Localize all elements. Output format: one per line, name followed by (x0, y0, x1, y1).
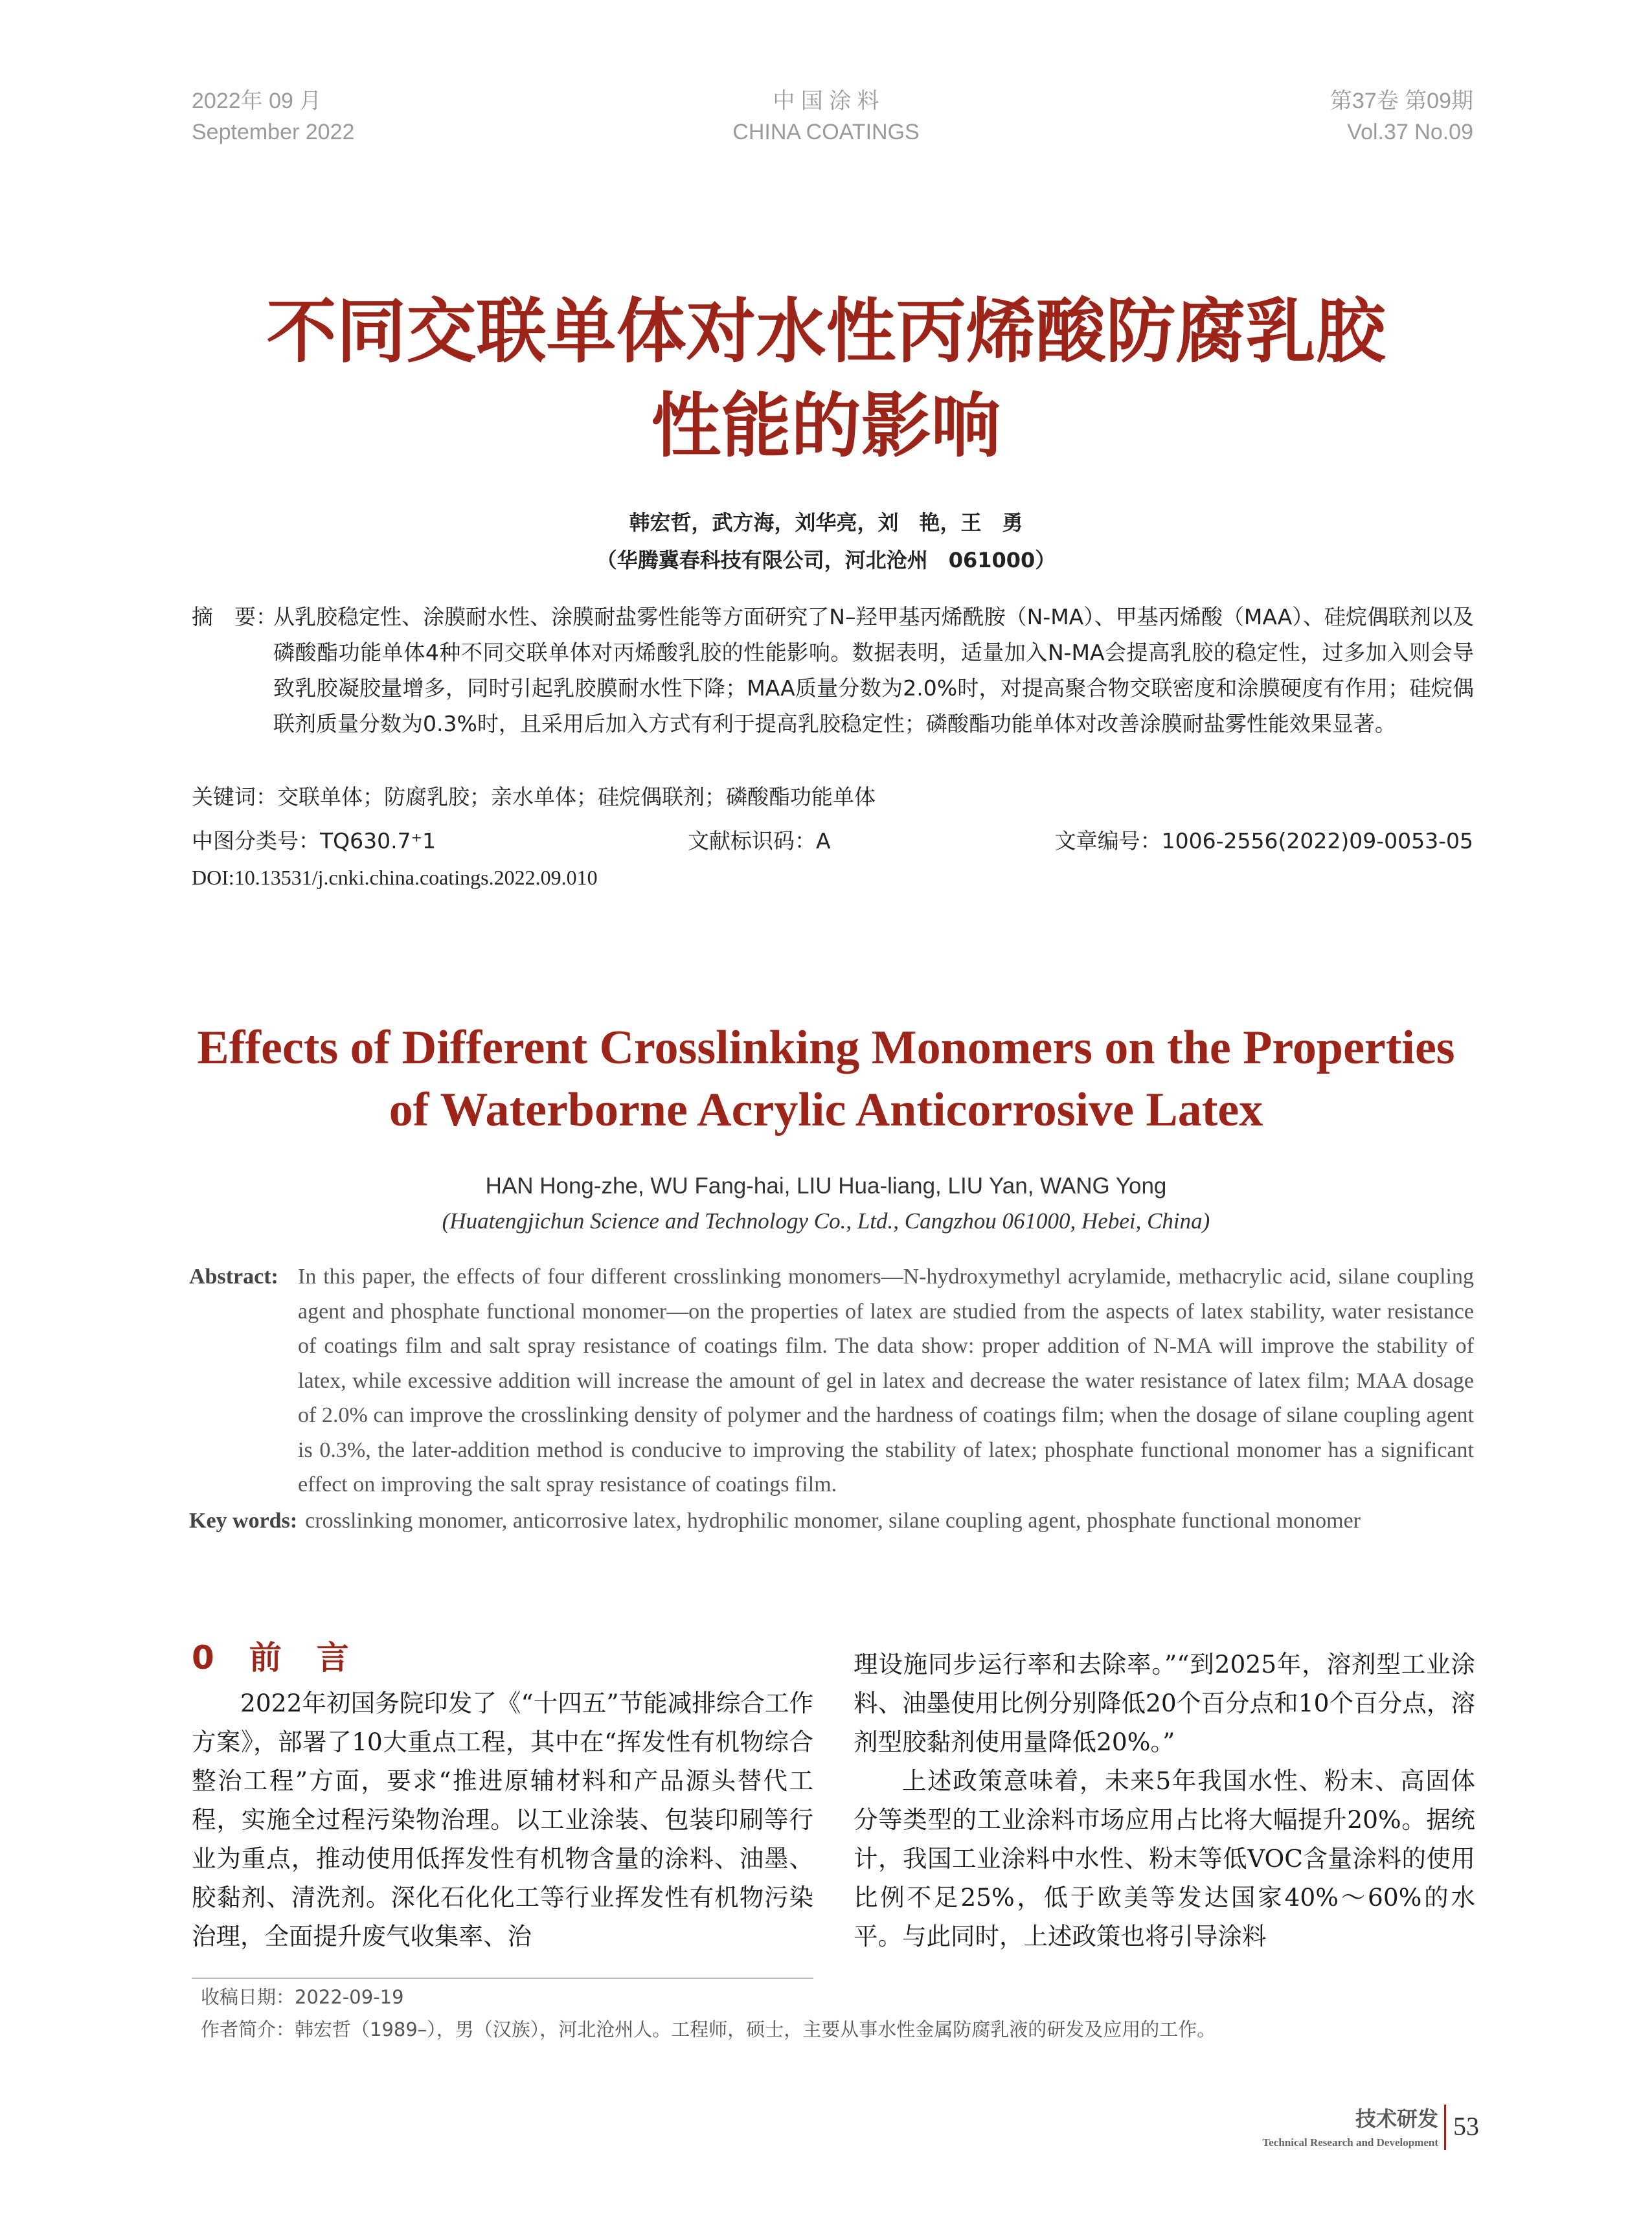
footer-section-cn: 技术研发 (1355, 2106, 1438, 2131)
document-code: 文献标识码：A (688, 828, 831, 853)
abstract-en-label: Abstract: (189, 1265, 278, 1289)
section-heading-preface: 0 前 言 (192, 1639, 350, 1677)
article-number: 文章编号：1006-2556(2022)09-0053-05 (1054, 828, 1473, 853)
keywords-cn: 关键词：交联单体；防腐乳胶；亲水单体；硅烷偶联剂；磷酸酯功能单体 (192, 784, 876, 809)
authors-en: HAN Hong-zhe, WU Fang-hai, LIU Hua-liang, LIU Yan, WANG Yong (485, 1173, 1167, 1199)
keywords-en-text: crosslinking monomer, anticorrosive latex, hydrophilic monomer, silane coupling agent, phosphate functional monomer (305, 1509, 1361, 1533)
title-cn-line2: 性能的影响 (651, 386, 1001, 467)
header-volume-en: Vol.37 No.09 (1347, 120, 1473, 144)
paragraph: 理设施同步运行率和去除率。”“到2025年，溶剂型工业涂料、油墨使用比例分别降低20个百分点和10个百分点，溶剂型胶黏剂使用量降低20%。” (854, 1650, 1475, 1756)
received-date: 收稿日期：2022-09-19 (201, 1986, 404, 2008)
header-journal-cn: 中 国 涂 料 (773, 89, 879, 113)
paragraph: 2022年初国务院印发了《“十四五”节能减排综合工作方案》，部署了10大重点工程，其中在“挥发性有机物综合整治工程”方面，要求“推进原辅材料和产品源头替代工程，实施全过程污染物治理。以工业涂装、包装印刷等行业为重点，推动使用低挥发性有机物含量的涂料、油墨、胶黏剂、清洗剂。深化石化化工等行业挥发性有机物污染治理，全面提升废气收集率、治 (192, 1689, 813, 1950)
footnote-divider (192, 1978, 813, 1979)
author-bio: 作者简介：韩宏哲（1989–），男（汉族），河北沧州人。工程师，硕士，主要从事水性金属防腐乳液的研发及应用的工作。 (201, 2018, 1216, 2040)
affiliation-en: (Huatengjichun Science and Technology Co., Ltd., Cangzhou 061000, Hebei, China) (442, 1208, 1210, 1234)
authors-block-cn (0, 504, 1652, 579)
abstract-en-text: In this paper, the effects of four different crosslinking monomers—N-hydroxymethyl acrylamide, methacrylic acid, silane coupling agent and phosphate functional monomer—on the properties of latex are studied from the aspects of latex stability, water resistance of coatings film and salt spray resistance of coatings film. The data show: proper addition of N-MA will improve the stability of latex, while excessive addition will increase the amount of gel in latex and decrease the water resistance of latex film; MAA dosage of 2.0% can improve the crosslinking density of polymer and the hardness of coatings film; when the dosage of silane coupling agent is 0.3%, the later-addition method is conducive to improving the stability of latex; phosphate functional monomer has a significant effect on improving the salt spray resistance of coatings film. (298, 1265, 1474, 1497)
footer-divider (1444, 2105, 1446, 2150)
paragraph: 上述政策意味着，未来5年我国水性、粉末、高固体分等类型的工业涂料市场应用占比将大幅提升20%。据统计，我国工业涂料中水性、粉末等低VOC含量涂料的使用比例不足25%，低于欧美等发达国家40%～60%的水平。与此同时，上述政策也将引导涂料 (854, 1767, 1475, 1950)
abstract-en (189, 1259, 1474, 1502)
authors-block-en (0, 1169, 1652, 1239)
keywords-en-label: Key words: (189, 1509, 298, 1533)
title-en-line1: Effects of Different Crosslinking Monomers on the Properties (197, 1021, 1455, 1074)
abstract-cn-label: 摘 要： (192, 604, 277, 629)
body-column-right (854, 1645, 1475, 1956)
keywords-en (189, 1504, 1361, 1538)
title-cn (0, 285, 1652, 474)
abstract-cn-text: 从乳胶稳定性、涂膜耐水性、涂膜耐盐雾性能等方面研究了N–羟甲基丙烯酰胺（N-MA）、甲基丙烯酸（MAA）、硅烷偶联剂以及磷酸酯功能单体4种不同交联单体对丙烯酸乳胶的性能影响。数据表明，适量加入N-MA会提高乳胶的稳定性，过多加入则会导致乳胶凝胶量增多，同时引起乳胶膜耐水性下降；MAA质量分数为2.0%时，对提高聚合物交联密度和涂膜硬度有作用；硅烷偶联剂质量分数为0.3%时，且采用后加入方式有利于提高乳胶稳定性；磷酸酯功能单体对改善涂膜耐盐雾性能效果显著。 (273, 604, 1474, 736)
title-cn-line1: 不同交联单体对水性丙烯酸防腐乳胶 (266, 291, 1386, 372)
header-date-cn: 2022年 09 月 (192, 89, 322, 113)
header-date-en: September 2022 (192, 120, 355, 144)
authors-cn: 韩宏哲，武方海，刘华亮，刘 艳，王 勇 (629, 510, 1023, 535)
page-number: 53 (1453, 2112, 1479, 2141)
title-en (0, 1017, 1652, 1141)
header-volume-cn: 第37卷 第09期 (1330, 89, 1473, 113)
body-column-left (192, 1684, 813, 1956)
title-en-line2: of Waterborne Acrylic Anticorrosive Latex (389, 1083, 1263, 1136)
clc-number: 中图分类号：TQ630.7⁺1 (192, 828, 436, 853)
footer-section-en: Technical Research and Development (1262, 2136, 1438, 2149)
running-header-volume (1330, 85, 1473, 148)
affiliation-cn: （华腾冀春科技有限公司，河北沧州 061000） (596, 548, 1056, 572)
header-journal-en: CHINA COATINGS (732, 120, 920, 144)
doi[interactable]: DOI:10.13531/j.cnki.china.coatings.2022.09.010 (192, 866, 598, 889)
abstract-cn (192, 599, 1474, 741)
